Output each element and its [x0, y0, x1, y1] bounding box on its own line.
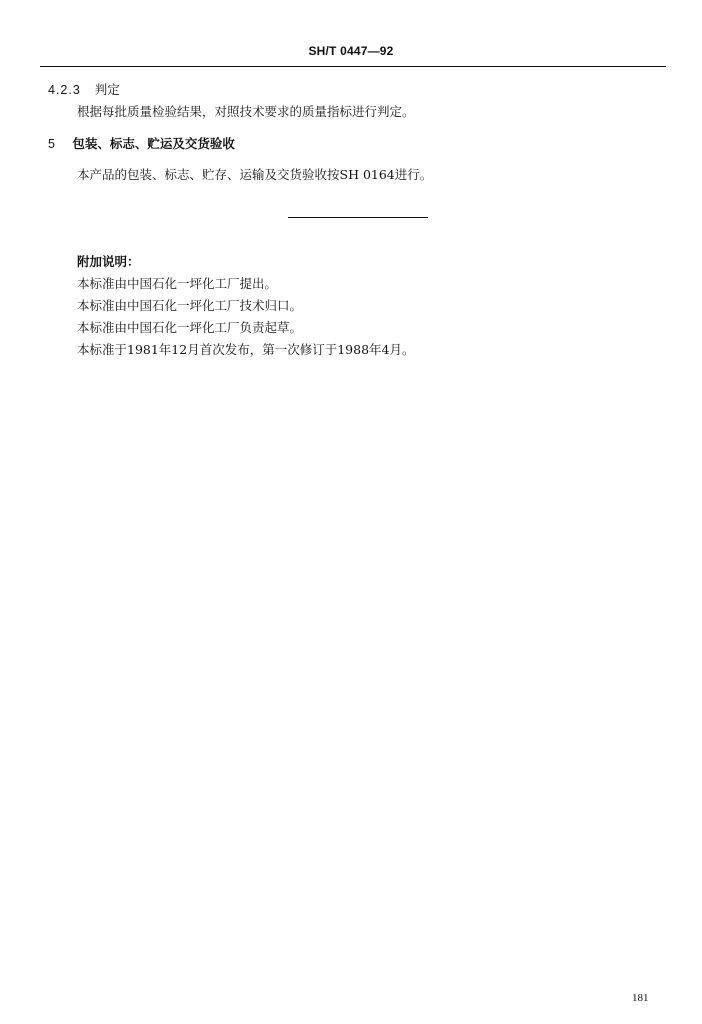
notes-line: 本标准由中国石化一坪化工厂技术归口。	[77, 298, 303, 313]
notes-line: 本标准由中国石化一坪化工厂负责起草。	[77, 320, 303, 335]
section-title: 判定	[94, 82, 120, 97]
section-heading	[48, 136, 235, 152]
notes-heading: 附加说明：	[77, 254, 140, 269]
end-of-text-rule	[288, 217, 428, 218]
section-title: 包装、标志、贮运及交货验收	[72, 136, 235, 151]
standard-code-header: SH/T 0447—92	[308, 44, 394, 58]
section-body: 本产品的包装、标志、贮存、运输及交货验收按SH 0164进行。	[77, 167, 433, 182]
notes-line: 本标准于1981年12月首次发布，第一次修订于1988年4月。	[77, 342, 415, 357]
section-body: 根据每批质量检验结果，对照技术要求的质量指标进行判定。	[77, 104, 415, 119]
section-number: 4.2.3	[48, 83, 81, 97]
section-number: 5	[48, 137, 56, 151]
page-number: 181	[632, 992, 649, 1004]
section-heading	[48, 82, 120, 98]
header-rule	[40, 66, 666, 67]
notes-line: 本标准由中国石化一坪化工厂提出。	[77, 276, 278, 291]
